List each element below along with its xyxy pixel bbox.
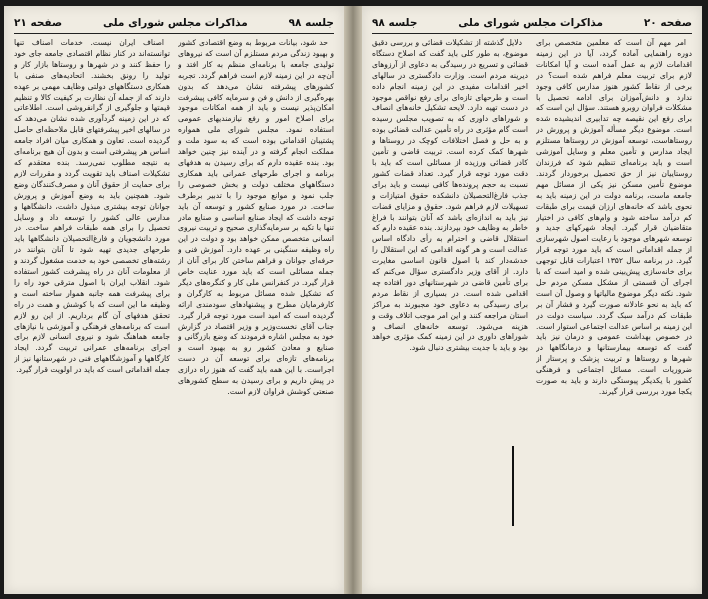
- paragraph: اصناف ایران نیست. خدمات اصناف تنها توانسته‌اند در کنار نظام اقتصادی جامعه جای خود را حفظ کنند و در شهرها و روستاها بازار کار و تولید را رونق بخشند. اتحادیه‌های صنفی با همکاری دستگاههای دولتی وظایف مهمی بر عهده دارند که از جمله آن نظارت بر کیفیت کالا و تنظیم قیمتها و جلوگیری از گرانفروشی است. اطلاعاتی که در این زمینه گردآوری شده نشان می‌دهد که در سالهای اخیر پیشرفتهای قابل ملاحظه‌ای حاصل گردیده است. تعاون و همکاری میان افراد جامعه اساس هر پیشرفتی است و بدون آن هیچ برنامه‌ای به نتیجه مطلوب نمی‌رسد. بنده معتقدم که تشکیلات اصناف باید تقویت گردد و مقررات لازم برای حمایت از حقوق آنان و مصرف‌کنندگان وضع شود. همچنین باید به وضع آموزش و پرورش جوانان توجه بیشتری مبذول داشت، دانشگاهها و مدارس عالی کشور را توسعه داد و وسایل تحصیل را برای همه طبقات فراهم ساخت. در مورد دانشجویان و فارغ‌التحصیلان دانشگاهها باید طرحهای جدیدی تهیه شود تا آنان بتوانند در رشته‌های تخصصی خود به خدمت مشغول گردند و از معلومات آنان در راه پیشرفت کشور استفاده شود. انقلاب ایران با اصول مترقی خود راه را برای پیشرفت همه جانبه هموار ساخته است و وظیفه ما این است که با کوشش و همت در راه تحقق هدفهای آن گام برداریم. از این رو لازم است که برنامه‌های فرهنگی و آموزشی با نیازهای جامعه هماهنگ شود و نیروی انسانی لازم برای اجرای برنامه‌های عمرانی تربیت گردد. ایجاد کارگاهها و آموزشگاههای فنی در شهرستانها نیز از جمله اقداماتی است که باید در اولویت قرار گیرد.: [14, 38, 170, 375]
- right-session-label: جلسه ۹۸: [372, 17, 418, 29]
- left-session-label: جلسه ۹۸: [288, 17, 334, 29]
- right-column-2: [372, 38, 528, 584]
- right-page-number: صفحه ۲۰: [643, 17, 692, 29]
- left-column-2: [14, 38, 170, 584]
- right-page-title: مذاکرات مجلس شورای ملی: [458, 17, 603, 29]
- book-gutter: [344, 6, 362, 594]
- right-page: [362, 6, 702, 594]
- paragraph: امر مهم آن است که معلمین متخصص برای دوره راهنمایی آماده گردد، آیا در این زمینه اقدامات لازم به عمل آمده است و آیا امکانات لازم برای تربیت معلم فراهم شده است؟ در برخی از نقاط کشور هنوز مدارس کافی وجود ندارد و دانش‌آموزان برای ادامه تحصیل با مشکلات فراوان روبرو هستند. سؤال این است که برای رفع این نقیصه چه تدابیری اندیشیده شده است. موضوع دیگر مسأله آموزش و پرورش در روستاهاست، توسعه آموزش در روستاها مستلزم ایجاد مدارس و تأمین معلم و وسایل آموزشی است و باید برنامه‌ای تنظیم شود که فرزندان روستاییان نیز از حق تحصیل برخوردار گردند. موضوع تأمین مسکن نیز یکی از مسائل مهم جامعه ماست، برنامه دولت در این زمینه باید به نحوی باشد که خانه‌های ارزان قیمت برای طبقات کم درآمد ساخته شود و وام‌های کافی در اختیار متقاضیان قرار گیرد. ایجاد شهرکهای جدید و توسعه شهرهای موجود با رعایت اصول شهرسازی از جمله اقداماتی است که باید مورد توجه قرار گیرد. در برنامه سال ۱۳۵۲ اعتبارات قابل توجهی برای خانه‌سازی پیش‌بینی شده و امید است که با اجرای آن قسمتی از مشکل مسکن مردم حل شود. نکته دیگر موضوع مالیاتها و وصول آن است که باید به نحو عادلانه صورت گیرد و فشار آن بر طبقات کم درآمد سبک گردد. سیاست دولت در این زمینه بر اساس عدالت اجتماعی استوار است. در خصوص بهداشت عمومی و درمان نیز باید گفت که توسعه بیمارستانها و درمانگاهها در شهرها و روستاها و تربیت پزشک و پرستار از ضروریات است. مسائل اجتماعی و فرهنگی کشور با یکدیگر پیوستگی دارند و باید به صورت یکجا مورد بررسی قرار گیرند.: [536, 38, 692, 396]
- right-columns: [372, 38, 692, 584]
- left-columns: [14, 38, 334, 584]
- left-page: [4, 6, 344, 594]
- right-column-1: [536, 38, 692, 584]
- left-page-title: مذاکرات مجلس شورای ملی: [103, 17, 248, 29]
- left-page-header: [14, 14, 334, 32]
- pen-mark: [512, 446, 514, 526]
- paragraph: حد شود، بیانات مربوط به وضع اقتصادی کشور و بهبود زندگی مردم مستلزم آن است که نیروهای تولیدی جامعه با برنامه‌ای منظم به کار افتد و آن‌چه در این زمینه لازم است فراهم گردد. تجربه کشورهای پیشرفته نشان می‌دهد که بدون بهره‌گیری از دانش و فن و سرمایه کافی پیشرفت امکان‌پذیر نیست و باید از همه امکانات موجود برای اصلاح امور و رفع نیازمندیهای عمومی استفاده نمود. مجلس شورای ملی همواره پشتیبان اقداماتی بوده است که به سود ملت و مملکت انجام گرفته و در آینده نیز چنین خواهد بود. بنده عقیده دارم که برای رسیدن به هدفهای برنامه و اجرای طرحهای عمرانی باید همکاری دستگاههای مختلف دولت و بخش خصوصی را جلب نمود و موانع موجود را با تدبیر برطرف ساخت. در مورد صنایع کشور و توسعه آن باید توجه داشت که ایجاد صنایع اساسی و صنایع مادر تنها با تکیه بر سرمایه‌گذاری صحیح و تربیت نیروی انسانی متخصص ممکن خواهد بود و دولت در این راه وظیفه سنگینی بر عهده دارد. آموزش فنی و حرفه‌ای جوانان و فراهم ساختن کار برای آنان از جمله مسائلی است که باید مورد عنایت خاص قرار گیرد. در کنفرانس ملی کار و کنگره‌های دیگر که تشکیل شده مسائل مربوط به کارگران و کارفرمایان مطرح و پیشنهادهای سودمندی ارائه گردیده است که امید است مورد توجه قرار گیرد. جناب آقای نخست‌وزیر و وزیر اقتصاد در گزارش خود به مجلس اشاره فرمودند که وضع بازرگانی و صنایع و معادن کشور رو به بهبود است و برنامه‌های تازه‌ای برای توسعه آن در دست اجراست. با این همه باید گفت که هنوز راه درازی در پیش داریم و برای رسیدن به سطح کشورهای صنعتی کوشش فراوان لازم است.: [178, 38, 334, 396]
- left-header-rule: [14, 33, 334, 34]
- left-page-number: صفحه ۲۱: [14, 17, 63, 29]
- right-page-header: [372, 14, 692, 32]
- paragraph: دلایل گذشته از تشکیلات قضائی و بررسی دقیق موضوع، به طور کلی باید گفت که اصلاح دستگاه قضائی و تسریع در رسیدگی به دعاوی از آرزوهای دیرینه مردم است. وزارت دادگستری در سالهای اخیر اقدامات مفیدی در این زمینه انجام داده است و طرحهای تازه‌ای برای رفع نواقص موجود در دست تهیه دارد. لایحه تشکیل خانه‌های انصاف و شوراهای داوری که به تصویب مجلس رسیده است گام مؤثری در راه تأمین عدالت قضائی بوده و به حل و فصل اختلافات کوچک در روستاها و شهرها کمک کرده است. تربیت قاضی و تأمین کادر قضائی ورزیده از مسائلی است که باید با دقت مورد توجه قرار گیرد. تعداد قضات کشور نسبت به حجم پرونده‌ها کافی نیست و باید برای جذب فارغ‌التحصیلان دانشکده حقوق امتیازات و تسهیلات لازم فراهم شود. حقوق و مزایای قضات نیز باید به اندازه‌ای باشد که آنان بتوانند با فراغ خاطر به وظایف خود بپردازند. بنده عقیده دارم که استقلال قاضی و احترام به رأی دادگاه اساس عدالت است و هر گونه اقدامی که این استقلال را خدشه‌دار کند با اصول قانون اساسی مغایرت دارد. از آقای وزیر دادگستری سؤال می‌کنم که برای تأمین قاضی در شهرستانهای دور افتاده چه اقدامی شده است. در بسیاری از نقاط مردم برای رسیدگی به دعاوی خود مجبورند به مراکز استان مراجعه کنند و این امر موجب اتلاف وقت و هزینه می‌شود. توسعه خانه‌های انصاف و شوراهای داوری در این زمینه کمک مؤثری خواهد بود و باید با جدیت بیشتری دنبال شود.: [372, 38, 528, 353]
- left-column-1: [178, 38, 334, 584]
- right-header-rule: [372, 33, 692, 34]
